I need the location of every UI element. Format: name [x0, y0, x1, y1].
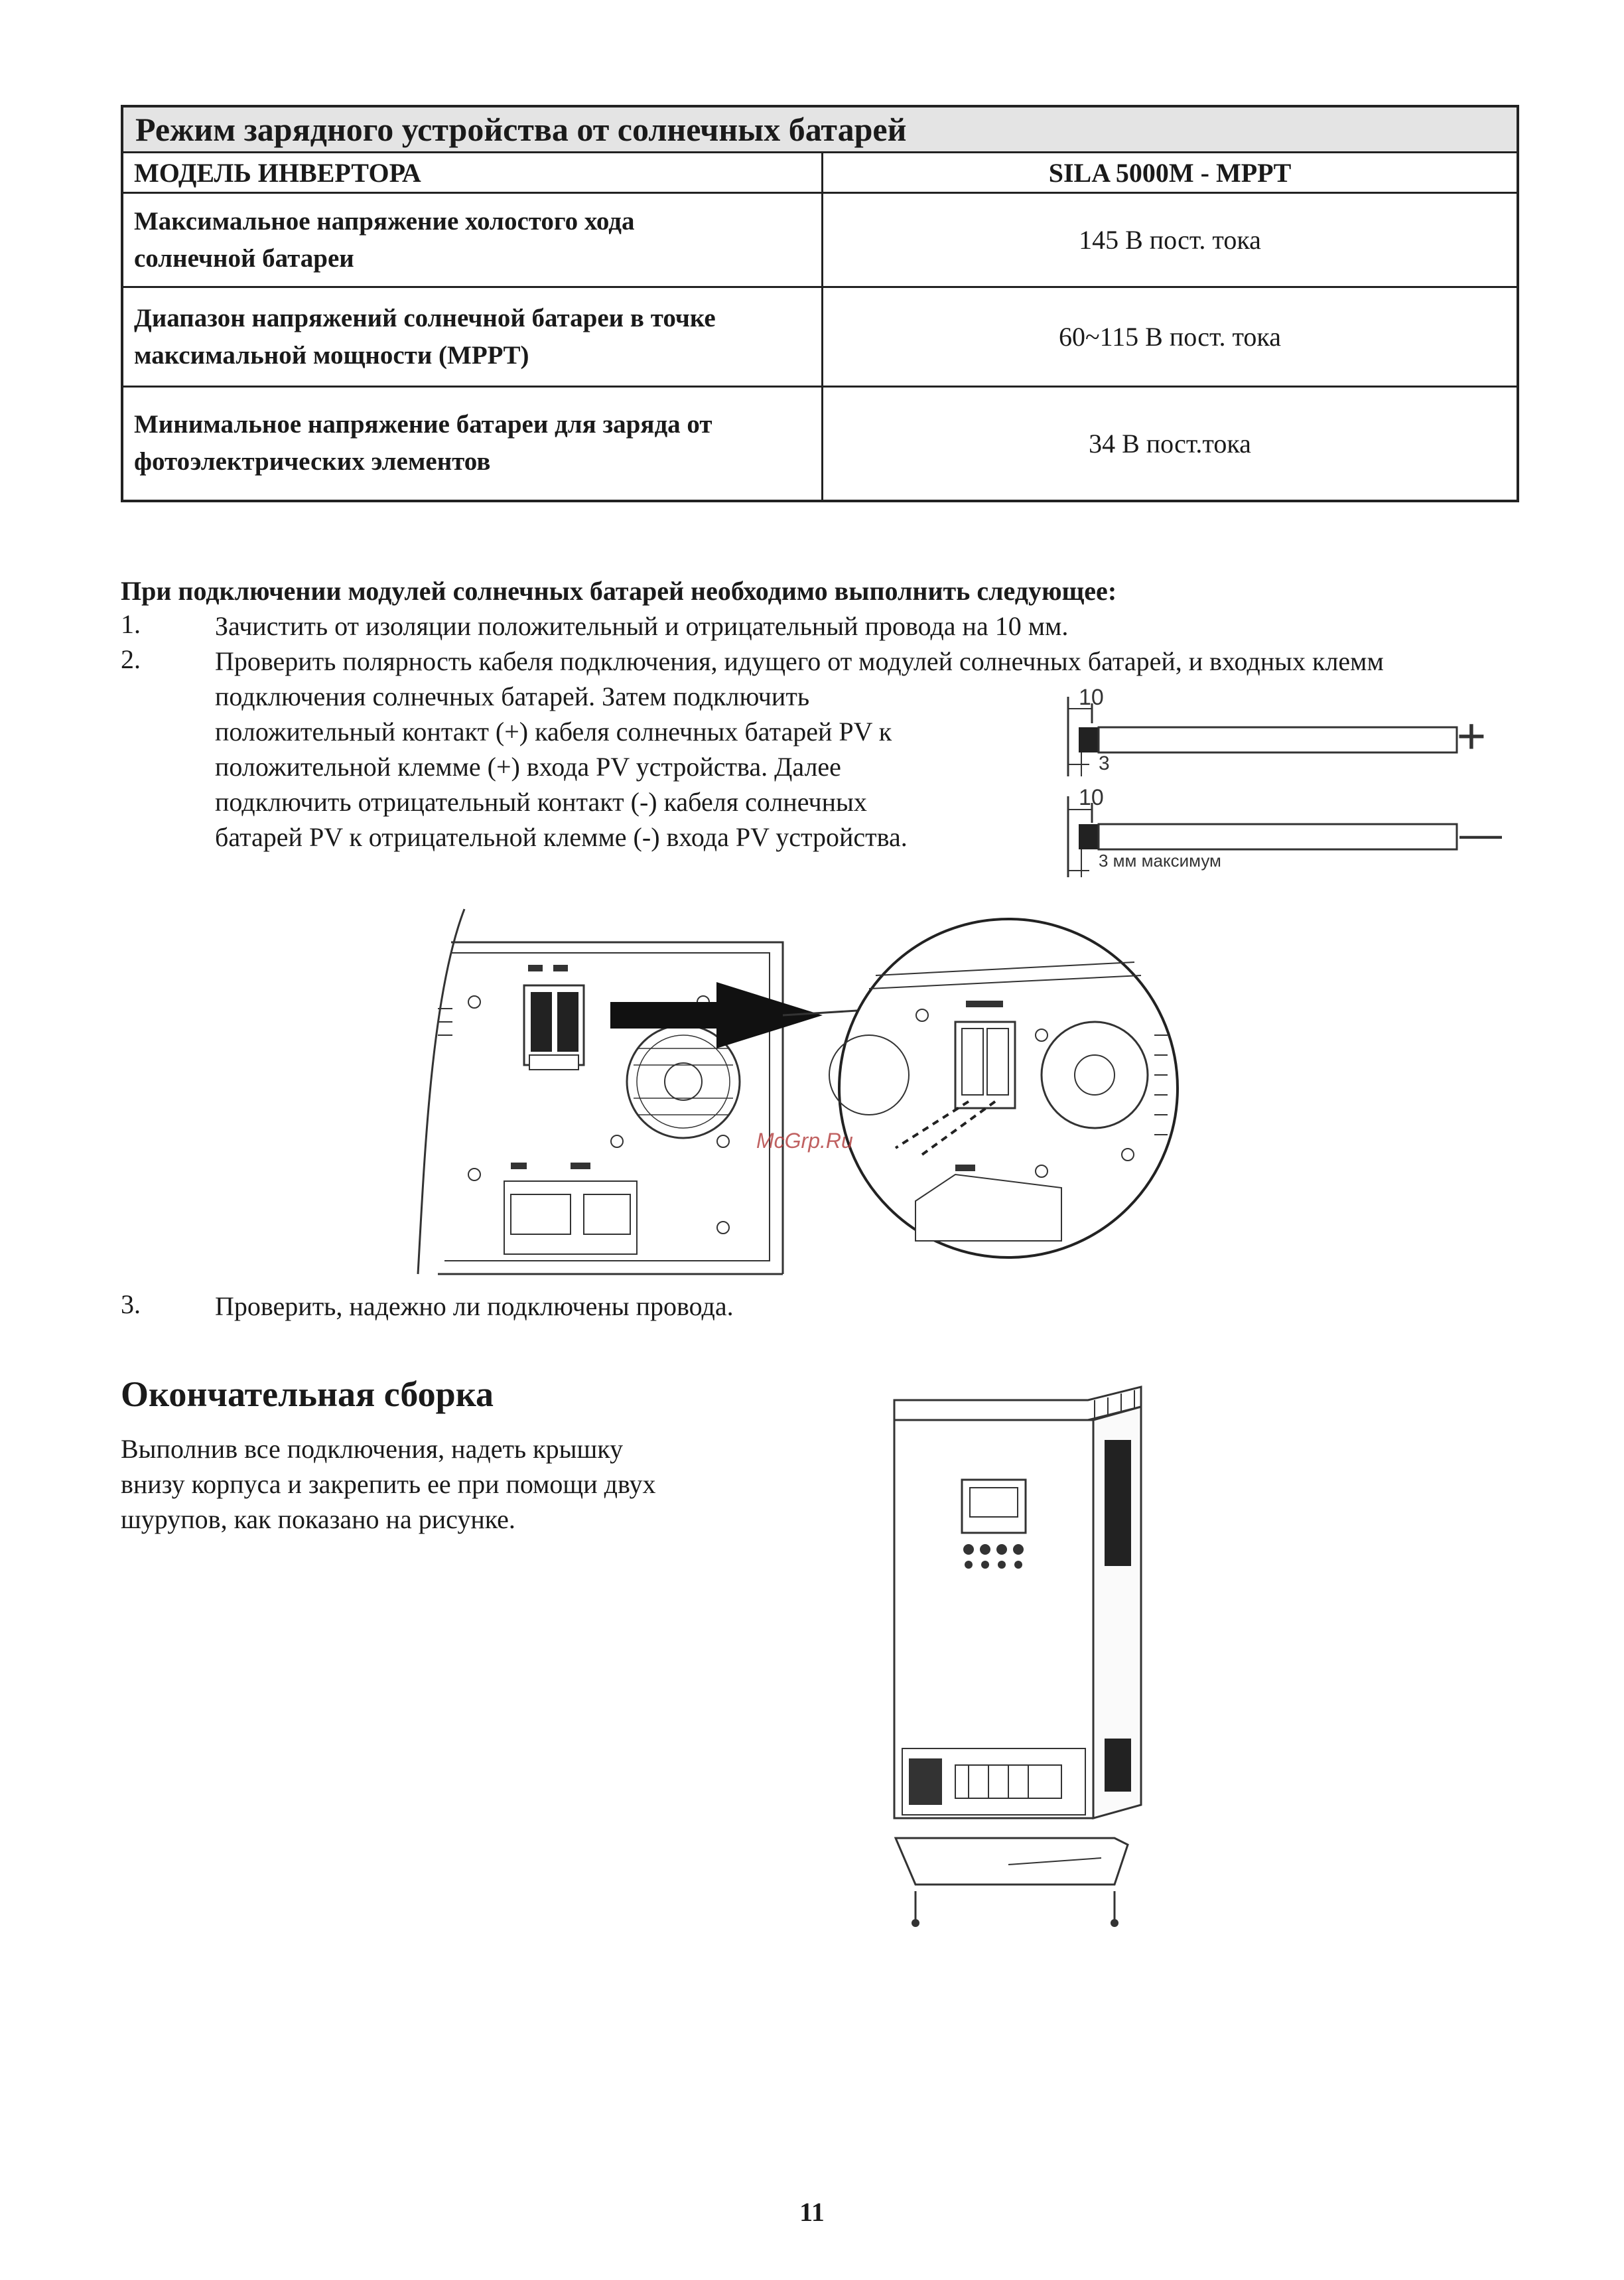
positive-dim-label: 10 — [1079, 685, 1104, 710]
step-2-line: положительной клемме (+) входа PV устройства. Далее — [215, 752, 841, 782]
param-cell — [122, 287, 823, 387]
header-model-value: SILA 5000M - MPPT — [823, 153, 1519, 193]
param-cell — [122, 193, 823, 287]
negative-note-label: 3 мм максимум — [1099, 851, 1221, 871]
value-cell: 34 В пост.тока — [823, 387, 1519, 501]
final-assembly-line: Выполнив все подключения, надеть крышку — [121, 1434, 624, 1464]
instructions-intro: При подключении модулей солнечных батарей необходимо выполнить следующее: — [121, 576, 1117, 606]
step-2-line: положительный контакт (+) кабеля солнечных батарей PV к — [215, 717, 892, 747]
final-assembly-text — [121, 1431, 656, 1537]
param-line: Диапазон напряжений солнечной батареи в точке — [134, 303, 716, 332]
step-3-text: Проверить, надежно ли подключены провода. — [215, 1291, 734, 1321]
wire-strip-diagram — [1055, 683, 1502, 883]
positive-sub-label: 3 — [1099, 752, 1110, 774]
final-assembly-title: Окончательная сборка — [121, 1374, 494, 1414]
step-2-line: батарей PV к отрицательной клемме (-) входа PV устройства. — [215, 822, 908, 852]
plus-sign-icon: + — [1456, 708, 1487, 764]
final-assembly-line: шурупов, как показано на рисунке. — [121, 1504, 515, 1534]
spec-table — [121, 105, 1519, 502]
table-row — [122, 287, 1518, 387]
param-line: солнечной батареи — [134, 244, 354, 273]
step-number: 3. — [121, 1289, 141, 1319]
value-cell: 145 В пост. тока — [823, 193, 1519, 287]
step-number: 2. — [121, 644, 141, 674]
table-title-row — [122, 106, 1518, 153]
step-2-line: Проверить полярность кабеля подключения, идущего от модулей солнечных батарей, и входных клемм — [215, 646, 1384, 676]
inverter-assembly-illustration — [876, 1380, 1174, 1931]
table-title: Режим зарядного устройства от солнечных батарей — [122, 106, 1518, 153]
negative-dim-label: 10 — [1079, 785, 1104, 810]
param-line: фотоэлектрических элементов — [134, 447, 491, 476]
value-cell: 60~115 В пост. тока — [823, 287, 1519, 387]
pv-terminal-illustration — [411, 902, 1207, 1281]
step-2-line: подключения солнечных батарей. Затем подключить — [215, 681, 810, 711]
table-row — [122, 193, 1518, 287]
param-line: максимальной мощности (MPPT) — [134, 340, 529, 370]
header-model-label: МОДЕЛЬ ИНВЕРТОРА — [122, 153, 823, 193]
step-number: 1. — [121, 609, 141, 639]
table-header-row — [122, 153, 1518, 193]
final-assembly-line: внизу корпуса и закрепить ее при помощи двух — [121, 1469, 656, 1499]
watermark-text: McGrp.Ru — [756, 1129, 853, 1153]
step-1-text: Зачистить от изоляции положительный и отрицательный провода на 10 мм. — [215, 611, 1069, 641]
page-number: 11 — [799, 2197, 825, 2227]
table-row — [122, 387, 1518, 501]
minus-sign-icon: — — [1459, 810, 1502, 857]
positive-wire-drawing — [1068, 697, 1457, 776]
param-line: Минимальное напряжение батареи для заряда от — [134, 410, 712, 439]
param-cell — [122, 387, 823, 501]
step-2-line: подключить отрицательный контакт (-) кабеля солнечных — [215, 787, 867, 817]
param-line: Максимальное напряжение холостого хода — [134, 206, 635, 236]
